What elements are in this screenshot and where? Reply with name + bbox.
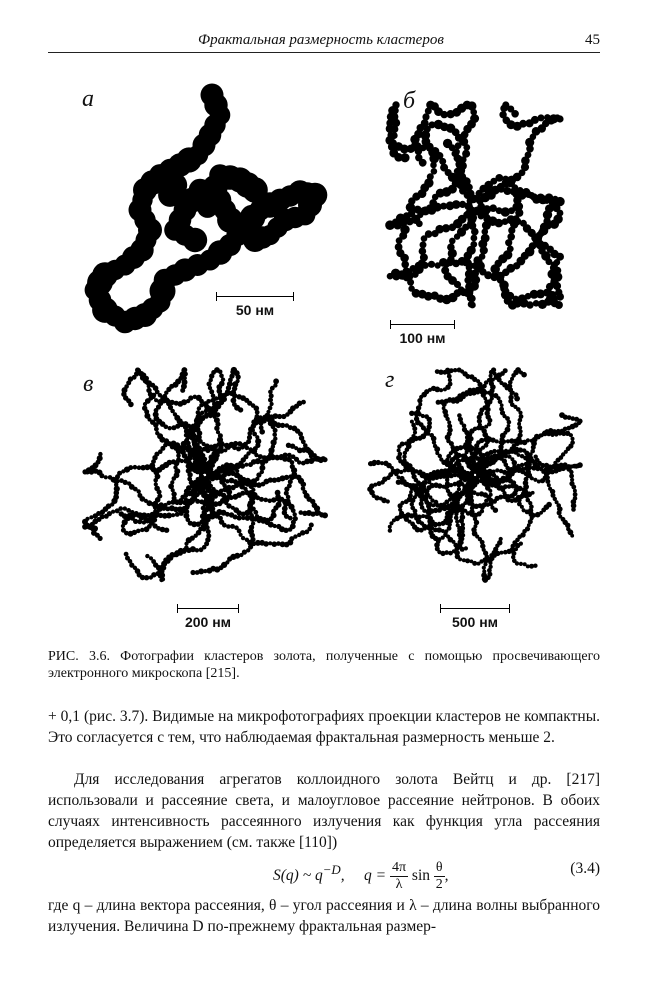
eq-frac2-num: θ <box>435 860 443 875</box>
eq-frac1-den: λ <box>395 877 403 892</box>
scale-label-c: 200 нм <box>184 614 232 630</box>
page-number: 45 <box>585 32 600 48</box>
figure-panel-d <box>360 365 600 645</box>
figure-panel-a <box>70 80 340 340</box>
panel-label-a: а <box>82 86 94 112</box>
eq-fraction-2 <box>434 860 445 893</box>
eq-frac1-num: 4π <box>391 860 407 875</box>
eq-lhs: S(q) ~ q <box>273 867 323 885</box>
cluster-image-a <box>70 80 340 340</box>
equation-body <box>273 860 448 893</box>
eq-fraction-1 <box>390 860 408 893</box>
eq-frac2-den: 2 <box>435 877 443 892</box>
eq-tail: , <box>444 867 449 885</box>
scale-label-d: 500 нм <box>451 614 499 630</box>
eq-exponent: −D <box>322 861 341 877</box>
panel-label-b: б <box>403 88 416 114</box>
panel-label-d: г <box>385 367 395 393</box>
cluster-image-d <box>360 365 600 645</box>
figure-panel-c <box>75 365 345 645</box>
cluster-image-c <box>75 365 345 645</box>
equation-3-4 <box>48 848 600 892</box>
paragraph-1: + 0,1 (рис. 3.7). Видимые на микрофотографиях проекции кластеров не компактны. Это согласуется с тем, что наблюдаемая фрактальная размерность меньше 2. <box>48 708 600 746</box>
eq-sin: sin <box>411 867 431 885</box>
figure-caption: РИС. 3.6. Фотографии кластеров золота, полученные с помощью просвечивающего электронного микроскопа [215]. <box>48 649 600 681</box>
eq-q: q = <box>364 867 387 885</box>
running-header <box>48 30 600 53</box>
cluster-image-b <box>375 80 595 360</box>
paragraph-2: Для исследования агрегатов коллоидного золота Вейтц и др. [217] использовали и рассеяние света, и малоугловое рассеяние нейтронов. В обоих случаях интенсивность рассеянного излучения как функция угла рассеяния определяется выражением (см. также [110]) <box>48 771 600 851</box>
scale-label-a: 50 нм <box>235 302 275 318</box>
panel-label-c: в <box>83 371 94 397</box>
scale-label-b: 100 нм <box>399 330 446 346</box>
header-title: Фрактальная размерность кластеров <box>198 32 444 48</box>
eq-sep: , <box>340 867 345 885</box>
equation-number: (3.4) <box>570 860 600 877</box>
paragraph-3: где q – длина вектора рассеяния, θ – угол рассеяния и λ – длина волны выбранного излучения. Величина D по-прежнему фрактальная размер- <box>48 897 600 935</box>
figure-panel-b <box>375 80 595 360</box>
